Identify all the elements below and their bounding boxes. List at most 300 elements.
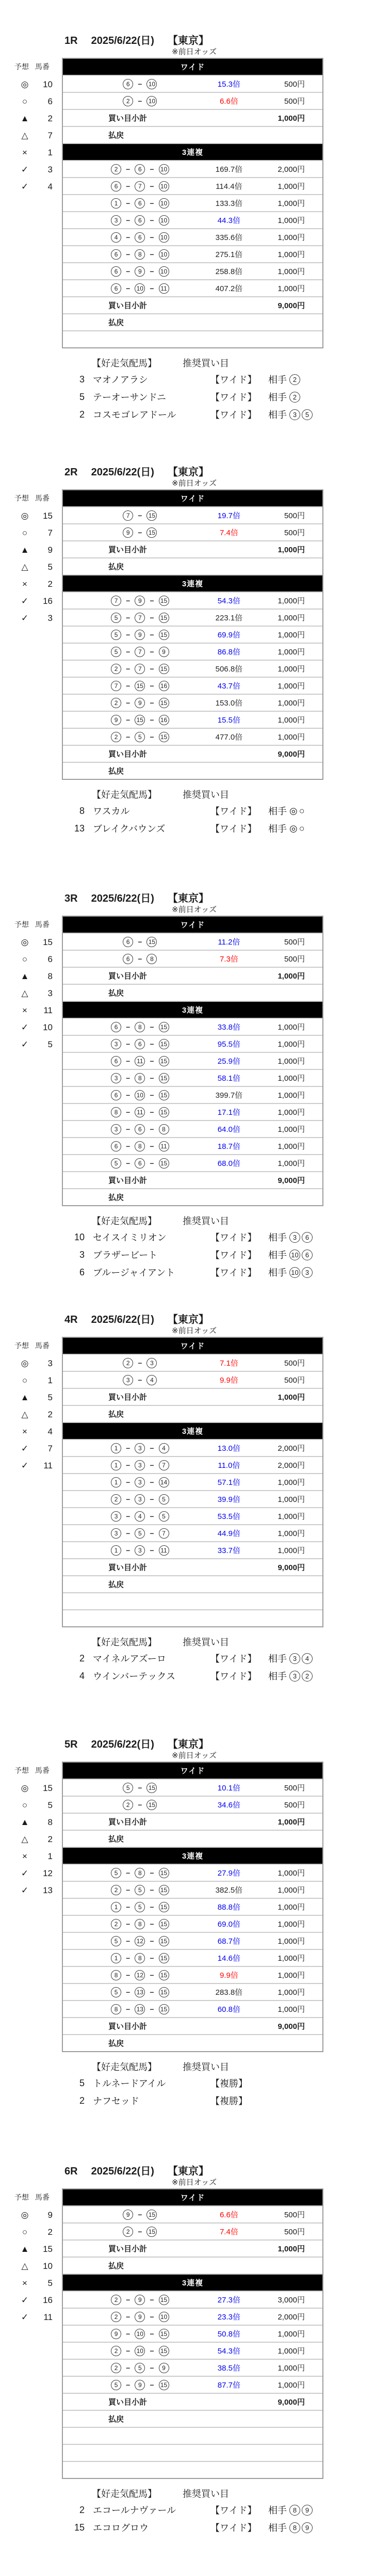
race-venue: 【東京】 <box>167 893 209 904</box>
prediction-mark: ○ <box>22 2227 28 2237</box>
horse-number-circle: 15 <box>159 613 169 623</box>
horse-number-circle: 1 <box>111 1443 121 1453</box>
dash-separator: − <box>126 613 131 622</box>
rec-bet-type: 【ワイド】 <box>210 392 257 403</box>
horse-number-circle: 5 <box>111 1158 121 1169</box>
payout-row <box>63 1406 322 1423</box>
odds-unit: 倍 <box>235 165 243 174</box>
trio-section-header: 3連複 <box>63 2275 322 2292</box>
odds-cell <box>206 697 253 708</box>
horse-number-circle: 5 <box>111 1936 121 1946</box>
horse-number-circle: 3 <box>146 1358 157 1368</box>
bet-amount: 1,000円 <box>278 648 305 657</box>
bet-combination <box>63 1375 206 1385</box>
subtotal-label: 買い目小計 <box>108 546 148 554</box>
dash-separator: − <box>126 1546 131 1555</box>
horse-number-circle: 3 <box>123 1375 133 1385</box>
prediction-mark: × <box>22 1426 27 1436</box>
bet-amount: 500円 <box>284 97 305 106</box>
dash-separator: − <box>150 1919 154 1928</box>
prediction-mark-row <box>14 1036 56 1053</box>
odds-unit: 倍 <box>233 1937 241 1946</box>
odds-cell <box>206 164 253 174</box>
previous-day-odds-note: ※前日オッズ <box>172 2178 217 2187</box>
dash-separator: − <box>126 1885 131 1894</box>
rec-partners-label: 相手 <box>268 2505 287 2516</box>
horse-number-circle: 6 <box>111 1141 121 1151</box>
odds-value: 9.9 <box>219 1376 231 1385</box>
horse-number-circle: 5 <box>159 1494 169 1505</box>
odds-unit: 倍 <box>233 1801 241 1810</box>
prediction-mark-row <box>14 1002 56 1019</box>
prediction-mark-row <box>14 2275 56 2292</box>
odds-value: 382.5 <box>215 1886 235 1895</box>
horse-number-circle: 7 <box>159 1460 169 1470</box>
bet-row <box>63 1355 322 1372</box>
dash-separator: − <box>126 233 131 242</box>
bet-row <box>63 1036 322 1053</box>
partner-number-circle: 3 <box>289 1653 300 1664</box>
dash-separator: − <box>126 715 131 724</box>
recommendation-row <box>68 2074 375 2092</box>
recommendations <box>0 1213 375 1281</box>
horse-number-circle: 15 <box>159 1090 169 1100</box>
bet-combination <box>63 2227 206 2237</box>
bet-amount: 500円 <box>284 2211 305 2219</box>
prediction-mark-row <box>14 2292 56 2309</box>
odds-unit: 倍 <box>235 267 243 276</box>
predicted-horse-number: 2 <box>47 2227 53 2237</box>
bet-row <box>63 729 322 746</box>
dash-separator: − <box>126 2295 131 2304</box>
odds-cell <box>206 595 253 606</box>
horse-number-circle: 1 <box>111 1460 121 1470</box>
odds-cell <box>206 1987 253 1997</box>
horse-number-circle: 8 <box>111 1970 121 1980</box>
odds-cell <box>206 2311 253 2322</box>
odds-value: 258.8 <box>215 267 235 276</box>
recommendations <box>0 355 375 423</box>
horse-number-circle: 3 <box>135 1443 145 1453</box>
bet-combination <box>63 2329 206 2339</box>
odds-value: 69.9 <box>217 631 233 639</box>
bet-amount: 2,000円 <box>278 1461 305 1470</box>
dash-separator: − <box>126 216 131 225</box>
good-horses-title: 【好走気配馬】 <box>92 790 157 800</box>
horse-number-circle: 8 <box>146 954 157 964</box>
rec-horse-number: 5 <box>79 2077 85 2088</box>
horse-number-circle: 15 <box>135 715 145 725</box>
prediction-mark-row <box>14 93 56 110</box>
dash-separator: − <box>126 1988 131 1996</box>
dash-separator: − <box>150 1885 154 1894</box>
dash-separator: − <box>150 2295 154 2304</box>
bet-row <box>63 1508 322 1525</box>
subtotal-label: 買い目小計 <box>108 301 148 310</box>
odds-value: 15.5 <box>217 716 233 725</box>
bet-combination <box>63 249 206 260</box>
bet-row <box>63 1474 322 1491</box>
horse-number-circle: 7 <box>135 647 145 657</box>
horse-number-circle: 3 <box>135 1545 145 1556</box>
bet-combination <box>63 1783 206 1793</box>
bet-row <box>63 610 322 627</box>
race-number: 4R <box>64 1314 78 1325</box>
horse-number-circle: 7 <box>135 613 145 623</box>
predicted-horse-number: 7 <box>47 130 53 140</box>
odds-cell <box>206 2294 253 2305</box>
prediction-mark-row <box>14 1019 56 1036</box>
prediction-mark-row <box>14 1355 56 1372</box>
bet-combination <box>63 2346 206 2356</box>
dash-separator: − <box>126 1142 131 1150</box>
bet-row <box>63 1865 322 1882</box>
predicted-horse-number: 10 <box>43 79 53 89</box>
predicted-horse-number: 11 <box>43 1005 53 1015</box>
prediction-mark: × <box>22 1851 27 1861</box>
odds-unit: 倍 <box>230 2228 238 2236</box>
odds-unit: 倍 <box>233 1495 241 1504</box>
bet-amount: 2,000円 <box>278 165 305 174</box>
horse-number-circle: 11 <box>135 1107 145 1117</box>
odds-cell <box>206 1545 253 1556</box>
bet-amount: 2,000円 <box>278 1444 305 1453</box>
bet-amount: 1,000円 <box>278 1971 305 1980</box>
bet-row <box>63 1950 322 1967</box>
odds-value: 13.0 <box>217 1444 233 1453</box>
recommendation-row <box>68 1228 375 1246</box>
prediction-mark: △ <box>21 1834 28 1844</box>
dash-separator: − <box>138 2227 142 2236</box>
odds-cell <box>206 1935 253 1946</box>
bet-combination <box>63 2363 206 2373</box>
dash-separator: − <box>150 681 154 690</box>
predicted-horse-number: 1 <box>47 1851 53 1861</box>
rec-partners <box>268 408 313 421</box>
horse-number-circle: 5 <box>135 1885 145 1895</box>
odds-value: 7.3 <box>219 955 231 964</box>
odds-value: 53.5 <box>217 1512 233 1521</box>
odds-cell <box>206 1443 253 1453</box>
recommended-bets-title: 推奨買い目 <box>183 790 229 800</box>
dash-separator: − <box>126 1971 131 1979</box>
horse-number-circle: 4 <box>111 232 121 243</box>
rec-horse-name: ウインバーテックス <box>93 1671 176 1682</box>
payout-label: 払戻 <box>108 1410 124 1419</box>
prediction-mark-row <box>14 1372 56 1389</box>
predicted-horse-number: 9 <box>47 2210 53 2220</box>
payout-row <box>63 1189 322 1205</box>
recommendation-row <box>68 1650 375 1667</box>
bet-amount: 1,000円 <box>278 1057 305 1066</box>
horse-number-circle: 15 <box>159 1107 169 1117</box>
odds-cell <box>206 1055 253 1066</box>
dash-separator: − <box>150 664 154 673</box>
odds-cell <box>206 2004 253 2014</box>
bet-combination <box>63 1022 206 1032</box>
trio-section-header: 3連複 <box>63 1848 322 1865</box>
bet-combination <box>63 596 206 606</box>
prediction-mark-row <box>14 968 56 985</box>
col-header-horse-number: 馬番 <box>35 494 50 502</box>
horse-number-circle: 6 <box>111 1022 121 1032</box>
horse-number-circle: 11 <box>159 1141 169 1151</box>
horse-number-circle: 15 <box>159 2004 169 2014</box>
horse-number-circle: 6 <box>123 79 133 89</box>
horse-number-circle: 8 <box>111 1107 121 1117</box>
dash-separator: − <box>126 2312 131 2321</box>
bet-row <box>63 1138 322 1155</box>
horse-number-circle: 7 <box>135 181 145 191</box>
col-header-horse-number: 馬番 <box>35 1766 50 1774</box>
dash-separator: − <box>138 2210 142 2219</box>
horse-number-circle: 15 <box>159 1987 169 1997</box>
subtotal-label: 買い目小計 <box>108 1563 148 1572</box>
rec-partners-label: 相手 <box>268 1654 287 1664</box>
horse-number-circle: 5 <box>111 2380 121 2390</box>
dash-separator: − <box>150 1091 154 1099</box>
horse-number-circle: 15 <box>159 2295 169 2305</box>
dash-separator: − <box>150 1125 154 1133</box>
horse-number-circle: 2 <box>111 664 121 674</box>
odds-unit: 倍 <box>233 1903 241 1912</box>
prediction-mark-row <box>14 951 56 968</box>
dash-separator: − <box>126 596 131 605</box>
bet-combination <box>63 2004 206 2014</box>
horse-number-circle: 10 <box>135 283 145 294</box>
recommended-bets-title: 推奨買い目 <box>183 1637 229 1647</box>
dash-separator: − <box>126 681 131 690</box>
bet-row <box>63 1053 322 1070</box>
horse-number-circle: 1 <box>111 1545 121 1556</box>
payout-row <box>63 2035 322 2051</box>
partner-number-circle: 6 <box>302 1232 313 1243</box>
odds-cell <box>206 198 253 209</box>
odds-value: 10.1 <box>217 1784 233 1793</box>
bet-combination <box>63 215 206 226</box>
bet-combination <box>63 1073 206 1083</box>
rec-partners-label: 相手 <box>268 1250 287 1260</box>
bet-row <box>63 1491 322 1508</box>
rec-horse-name: セイスイミリオン <box>93 1233 167 1243</box>
horse-number-circle: 9 <box>159 647 169 657</box>
rec-partners <box>268 2521 313 2534</box>
bet-row <box>63 1457 322 1474</box>
prediction-mark-row <box>14 1865 56 1882</box>
bet-combination <box>63 1141 206 1151</box>
odds-unit: 倍 <box>233 1784 241 1793</box>
subtotal-row <box>63 968 322 985</box>
odds-unit: 倍 <box>233 1023 241 1032</box>
col-header-horse-number: 馬番 <box>35 62 50 71</box>
subtotal-amount: 1,000円 <box>278 546 305 554</box>
dash-separator: − <box>126 2380 131 2389</box>
predicted-horse-number: 5 <box>47 1039 53 1049</box>
partner-number-circle: 10 <box>289 1267 300 1278</box>
prediction-mark: ✓ <box>21 1885 29 1895</box>
dash-separator: − <box>126 2346 131 2355</box>
partner-number-circle: 9 <box>302 2522 313 2533</box>
partner-mark: ○ <box>299 805 305 816</box>
odds-unit: 倍 <box>233 1920 241 1929</box>
rec-bet-type: 【ワイド】 <box>210 806 257 817</box>
horse-number-circle: 2 <box>123 96 133 106</box>
rec-partners <box>268 1669 313 1683</box>
subtotal-label: 買い目小計 <box>108 1176 148 1185</box>
predicted-horse-number: 5 <box>47 2278 53 2288</box>
odds-unit: 倍 <box>235 199 243 208</box>
race-venue: 【東京】 <box>167 2166 209 2177</box>
good-horses-title: 【好走気配馬】 <box>92 1637 157 1647</box>
subtotal-amount: 9,000円 <box>278 1176 305 1185</box>
odds-value: 54.3 <box>217 2347 233 2356</box>
rec-bet-type: 【ワイド】 <box>210 1654 257 1664</box>
odds-cell <box>206 1357 253 1368</box>
recommendation-row <box>68 1263 375 1281</box>
bet-combination <box>63 1800 206 1810</box>
horse-number-circle: 11 <box>135 1056 145 1066</box>
horse-number-circle: 9 <box>135 2312 145 2322</box>
horse-number-circle: 10 <box>146 96 157 106</box>
wide-section-header: ワイド <box>63 1763 322 1780</box>
partner-number-circle: 4 <box>302 1653 313 1664</box>
predicted-horse-number: 2 <box>47 1834 53 1844</box>
bet-combination <box>63 198 206 209</box>
dash-separator: − <box>150 2312 154 2321</box>
subtotal-amount: 9,000円 <box>278 2398 305 2407</box>
prediction-mark-row <box>14 985 56 1002</box>
payout-label: 払戻 <box>108 1580 124 1589</box>
rec-horse-number: 3 <box>79 374 85 385</box>
bet-combination <box>63 1868 206 1878</box>
bet-table <box>62 2188 323 2479</box>
rec-horse-name: エコログロウ <box>93 2523 149 2533</box>
prediction-mark: ✓ <box>21 2295 29 2305</box>
race-number: 3R <box>64 893 78 904</box>
partner-number-circle: 9 <box>302 2505 313 2516</box>
horse-number-circle: 7 <box>135 664 145 674</box>
horse-number-circle: 6 <box>135 1039 145 1049</box>
horse-number-circle: 15 <box>159 732 169 742</box>
col-header-horse-number: 馬番 <box>35 920 50 929</box>
horse-number-circle: 3 <box>135 1460 145 1470</box>
recommendations-header <box>92 2486 375 2501</box>
recommendation-row <box>68 388 375 406</box>
bet-combination <box>63 2380 206 2390</box>
horse-number-circle: 15 <box>159 2346 169 2356</box>
prediction-mark: ○ <box>22 527 28 538</box>
bet-amount: 1,000円 <box>278 1142 305 1151</box>
odds-value: 153.0 <box>215 699 235 708</box>
odds-value: 23.3 <box>217 2313 233 2322</box>
bet-row <box>63 1916 322 1933</box>
predicted-horse-number: 11 <box>43 1460 53 1470</box>
dash-separator: − <box>126 1461 131 1469</box>
horse-number-circle: 5 <box>111 630 121 640</box>
bet-amount: 1,000円 <box>278 1159 305 1168</box>
empty-row <box>63 2428 322 2445</box>
dash-separator: − <box>126 1954 131 1962</box>
prediction-mark: △ <box>21 1409 28 1419</box>
horse-number-circle: 6 <box>123 954 133 964</box>
horse-number-circle: 12 <box>135 1936 145 1946</box>
odds-unit: 倍 <box>233 2005 241 2014</box>
col-header-prediction: 予想 <box>14 1766 29 1774</box>
dash-separator: − <box>138 79 142 88</box>
bet-amount: 1,000円 <box>278 267 305 276</box>
odds-cell <box>206 1124 253 1134</box>
bet-row <box>63 2360 322 2377</box>
dash-separator: − <box>126 1074 131 1082</box>
dash-separator: − <box>150 165 154 173</box>
prediction-mark: ▲ <box>20 1392 29 1402</box>
prediction-mark-row <box>14 2258 56 2275</box>
odds-unit: 倍 <box>233 1057 241 1066</box>
odds-unit: 倍 <box>235 1091 243 1100</box>
odds-cell <box>206 1073 253 1083</box>
bet-amount: 1,000円 <box>278 597 305 605</box>
race-date: 2025/6/22(日) <box>91 35 154 46</box>
race-date: 2025/6/22(日) <box>91 1314 154 1325</box>
payout-row <box>63 127 322 144</box>
bet-amount: 500円 <box>284 955 305 964</box>
odds-cell <box>206 215 253 226</box>
odds-unit: 倍 <box>235 733 243 742</box>
prediction-mark: ○ <box>22 1375 28 1385</box>
odds-cell <box>206 2328 253 2339</box>
predicted-horse-number: 7 <box>47 1443 53 1453</box>
horse-number-circle: 7 <box>159 1528 169 1539</box>
horse-number-circle: 2 <box>111 2295 121 2305</box>
odds-value: 68.0 <box>217 1159 233 1168</box>
odds-value: 57.1 <box>217 1478 233 1487</box>
bet-amount: 1,000円 <box>278 716 305 725</box>
horse-number-circle: 10 <box>159 164 169 174</box>
horse-number-circle: 8 <box>135 1073 145 1083</box>
horse-number-circle: 2 <box>123 1358 133 1368</box>
bet-row <box>63 678 322 695</box>
previous-day-odds-note: ※前日オッズ <box>172 1751 217 1760</box>
prediction-mark: ◎ <box>21 1358 29 1368</box>
odds-unit: 倍 <box>235 233 243 242</box>
prediction-mark: △ <box>21 562 28 572</box>
odds-cell <box>206 1141 253 1151</box>
rec-partners-label: 相手 <box>268 410 287 420</box>
horse-number-circle: 2 <box>111 1885 121 1895</box>
horse-number-circle: 7 <box>111 596 121 606</box>
odds-value: 44.9 <box>217 1529 233 1538</box>
dash-separator: − <box>150 1954 154 1962</box>
subtotal-row <box>63 746 322 763</box>
odds-cell <box>206 527 253 538</box>
dash-separator: − <box>126 1125 131 1133</box>
dash-separator: − <box>150 630 154 639</box>
payout-row <box>63 558 322 575</box>
odds-unit: 倍 <box>235 614 243 622</box>
bet-combination <box>63 1090 206 1100</box>
horse-number-circle: 15 <box>159 1022 169 1032</box>
bet-combination <box>63 1056 206 1066</box>
rec-partners <box>268 1266 313 1279</box>
rec-partners-label: 相手 <box>268 2523 287 2533</box>
dash-separator: − <box>126 1902 131 1911</box>
bet-combination <box>63 1358 206 1368</box>
subtotal-label: 買い目小計 <box>108 1393 148 1402</box>
bet-amount: 500円 <box>284 938 305 947</box>
good-horses-title: 【好走気配馬】 <box>92 2062 157 2072</box>
horse-number-circle: 16 <box>159 681 169 691</box>
subtotal-amount: 1,000円 <box>278 1818 305 1827</box>
